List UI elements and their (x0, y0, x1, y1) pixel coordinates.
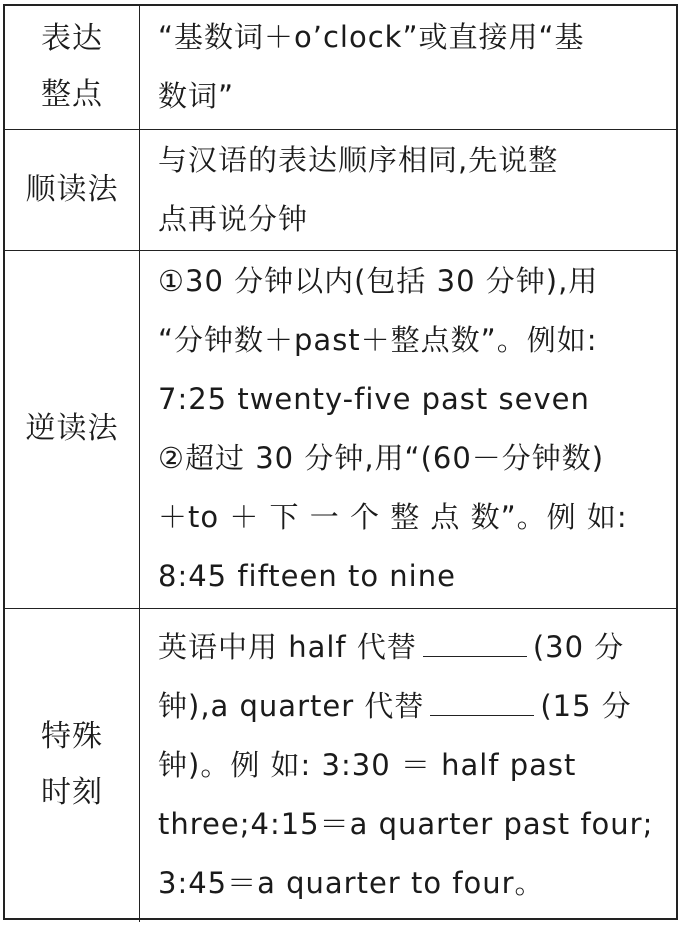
content-line: 7:25 twenty-five past seven (158, 382, 590, 416)
content-line: 3:45＝a quarter to four。 (158, 865, 545, 900)
content-line: three;4:15＝a quarter past four; (158, 806, 654, 841)
row-label: 时刻 (41, 775, 103, 811)
content-line: ①30 分钟以内(包括 30 分钟),用 (158, 264, 599, 298)
table-row (5, 250, 676, 608)
fill-in-blank[interactable] (430, 687, 534, 716)
content-line: “基数词＋o’clock”或直接用“基 (158, 20, 585, 55)
row-label-cell (5, 250, 140, 608)
content-text: (15 分 (540, 688, 632, 723)
content-text: 钟),a quarter 代替 (158, 688, 425, 723)
row-label-cell (5, 608, 140, 922)
table-row (5, 6, 676, 129)
content-line: “分钟数＋past＋整点数”。例如: (158, 323, 598, 357)
time-expression-table (3, 4, 678, 920)
table-row (5, 129, 676, 250)
row-label: 表达 (41, 21, 103, 57)
row-content-cell (140, 6, 677, 129)
row-content-cell (140, 129, 677, 250)
fill-in-blank[interactable] (423, 628, 527, 657)
content-line (158, 677, 658, 736)
row-label: 顺读法 (25, 171, 119, 207)
row-label-cell (5, 6, 140, 129)
table (5, 6, 676, 922)
content-line (158, 618, 658, 677)
content-text: (30 分 (532, 629, 625, 664)
table-row (5, 608, 676, 922)
content-line: 钟)。例 如: 3:30 ＝ half past (158, 747, 577, 782)
row-label-cell (5, 129, 140, 250)
row-label: 整点 (41, 77, 103, 113)
content-line: ②超过 30 分钟,用“(60－分钟数) (158, 441, 605, 475)
content-line: 与汉语的表达顺序相同,先说整 (158, 142, 559, 177)
row-label: 特殊 (41, 719, 103, 755)
content-text: 英语中用 half 代替 (158, 629, 417, 664)
content-line: 8:45 fifteen to nine (158, 559, 456, 593)
content-line: ＋to ＋ 下 一 个 整 点 数”。例 如: (158, 500, 628, 534)
content-line: 数词” (158, 79, 235, 114)
content-line: 点再说分钟 (158, 201, 309, 236)
row-content-cell (140, 608, 677, 922)
row-content-cell (140, 250, 677, 608)
row-label: 逆读法 (25, 411, 119, 446)
